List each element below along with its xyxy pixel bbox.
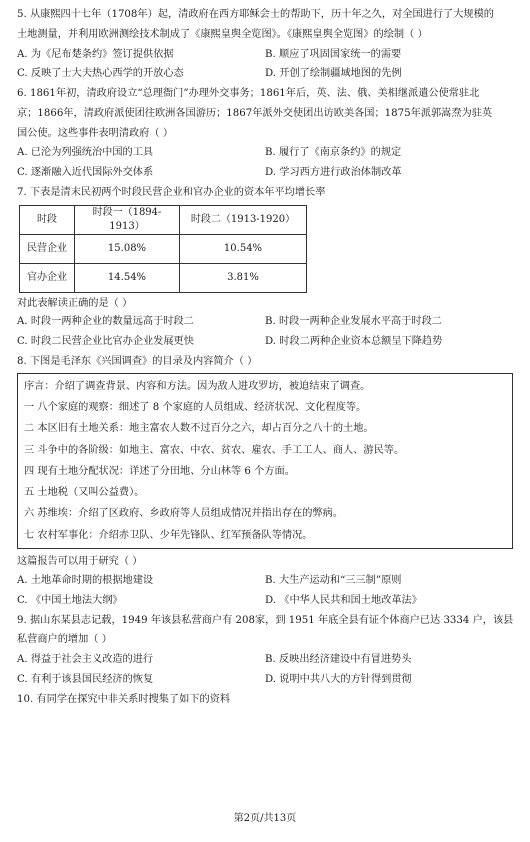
question-9-stem — [17, 614, 513, 648]
question-5-stem-line-1: 5. 从康熙四十七年（1708年）起，清政府在西方耶稣会士的帮助下，历十年之久，对全国进行了大规模的 — [17, 9, 494, 20]
question-7-stem: 7. 下表是清末民初两个时段民营企业和官办企业的资本年平均增长率 — [17, 186, 326, 198]
question-9-option-a: A. 得益于社会主义改造的进行 — [17, 654, 154, 666]
question-5-option-d: D. 开创了绘制疆域地图的先例 — [265, 68, 402, 80]
table-header-row — [20, 205, 307, 234]
question-9-stem-line-2: 私营商户的增加（ ） — [17, 634, 112, 646]
question-8-option-a: A. 土地革命时期的根据地建设 — [17, 575, 154, 587]
question-7-options — [17, 315, 513, 349]
question-6-stem-line-3: 国公使。这些事件表明清政府（ ） — [17, 127, 174, 139]
exam-page — [17, 8, 513, 706]
question-8-option-c: C. 《中国土地法大纲》 — [17, 594, 123, 606]
table-row — [20, 234, 307, 263]
question-9-stem-line-1: 9. 据山东某县志记载，1949 年该县私营商户有 208家，到 1951 年底全县有证个体商户已达 3334 户，该县 — [17, 614, 514, 626]
question-6-option-a: A. 已沦为列强统治中国的工具 — [17, 147, 154, 159]
question-5-stem-line-2: 土地测量，并利用欧洲测绘技术制成了《康熙皇舆全览图》。《康熙皇舆全览图》的绘制（ ） — [17, 28, 428, 40]
question-9-option-d: D. 说明中共八大的方针得到贯彻 — [265, 673, 412, 685]
question-7-option-b: B. 时段一两种企业发展水平高于时段二 — [265, 316, 442, 328]
question-7-option-d: D. 时段二两种企业资本总额呈下降趋势 — [265, 336, 443, 348]
contents-item: 六 苏维埃：介绍了区政府、乡政府等人员组成情况并指出存在的弊病。 — [24, 508, 344, 520]
question-5-option-a: A. 为《尼布楚条约》签订提供依据 — [17, 48, 174, 60]
contents-item: 四 现有土地分配状况：详述了分田地、分山林等 6 个方面。 — [24, 465, 295, 477]
question-5-stem — [17, 8, 513, 42]
contents-item: 二 本区旧有土地关系：地主富农人数不过百分之六，却占百分之八十的土地。 — [24, 423, 374, 435]
question-9-options — [17, 653, 513, 687]
question-6 — [17, 87, 513, 180]
question-8-option-d: D. 《中华人民共和国土地改革法》 — [265, 594, 422, 606]
question-5-option-c: C. 反映了士大夫热心西学的开放心态 — [17, 68, 184, 80]
table-cell: 3.81% — [180, 263, 307, 292]
question-7 — [17, 186, 513, 349]
question-6-stem — [17, 87, 513, 140]
question-10 — [17, 693, 513, 707]
question-5-option-b: B. 顺应了巩固国家统一的需要 — [265, 48, 402, 60]
table-cell: 官办企业 — [20, 263, 75, 292]
contents-item: 一 八个家庭的观察：细述了 8 个家庭的人员组成、经济状况、文化程度等。 — [24, 401, 367, 413]
contents-item: 序言：介绍了调查背景、内容和方法。因为敌人进攻罗坊，被迫结束了调查。 — [24, 380, 371, 392]
page-footer: 第2页/共13页 — [233, 813, 297, 824]
question-8-option-b: B. 大生产运动和“三三制”原则 — [265, 575, 402, 587]
question-6-option-b: B. 履行了《南京条约》的规定 — [265, 147, 402, 159]
question-6-options — [17, 146, 513, 180]
question-7-prompt: 对此表解读正确的是（ ） — [17, 297, 133, 309]
question-8-options — [17, 574, 513, 608]
question-5 — [17, 8, 513, 81]
question-7-option-a: A. 时段一两种企业的数量远高于时段二 — [17, 316, 194, 328]
question-6-option-d: D. 学习西方进行政治体制改革 — [265, 167, 402, 179]
question-8 — [17, 355, 513, 608]
question-9 — [17, 614, 513, 687]
table-header-cell: 时段 — [20, 205, 75, 234]
table-cell: 14.54% — [75, 263, 180, 292]
question-9-option-b: B. 反映出经济建设中有冒进势头 — [265, 654, 412, 666]
table-cell: 15.08% — [75, 234, 180, 263]
survey-contents-box — [17, 373, 513, 550]
table-cell: 10.54% — [180, 234, 307, 263]
table-cell: 民营企业 — [20, 234, 75, 263]
contents-item: 五 土地税（又叫公益费）。 — [24, 487, 145, 499]
table-header-cell: 时段一（1894-1913） — [75, 205, 180, 234]
question-10-stem: 10. 有同学在探究中非关系时搜集了如下的资料 — [17, 693, 231, 705]
capital-growth-table — [19, 205, 307, 293]
question-6-stem-line-2: 京；1866年，清政府派使团往欧洲各国游历；1867年派外交使团出访欧美各国；1875年派郭嵩焘为驻英 — [17, 107, 493, 119]
question-9-option-c: C. 有利于该县国民经济的恢复 — [17, 673, 154, 685]
question-8-prompt: 这篇报告可以用于研究（ ） — [17, 556, 143, 568]
question-7-option-c: C. 时段二民营企业比官办企业发展更快 — [17, 336, 194, 348]
question-8-stem: 8. 下图是毛泽东《兴国调查》的目录及内容简介（ ） — [17, 355, 258, 367]
question-6-stem-line-1: 6. 1861年初，清政府设立“总理衙门”办理外交事务；1861年后，英、法、俄、美相继派遣公使常驻北 — [17, 88, 480, 100]
table-row — [20, 263, 307, 292]
question-5-options — [17, 48, 513, 82]
table-header-cell: 时段二（1913-1920） — [180, 205, 307, 234]
contents-item: 三 斗争中的各阶级：如地主、富农、中农、贫农、雇农、手工工人、商人、游民等。 — [24, 444, 405, 456]
question-6-option-c: C. 逐渐融入近代国际外交体系 — [17, 167, 154, 179]
contents-item: 七 农村军事化：介绍赤卫队、少年先锋队、红军预备队等情况。 — [24, 529, 313, 541]
